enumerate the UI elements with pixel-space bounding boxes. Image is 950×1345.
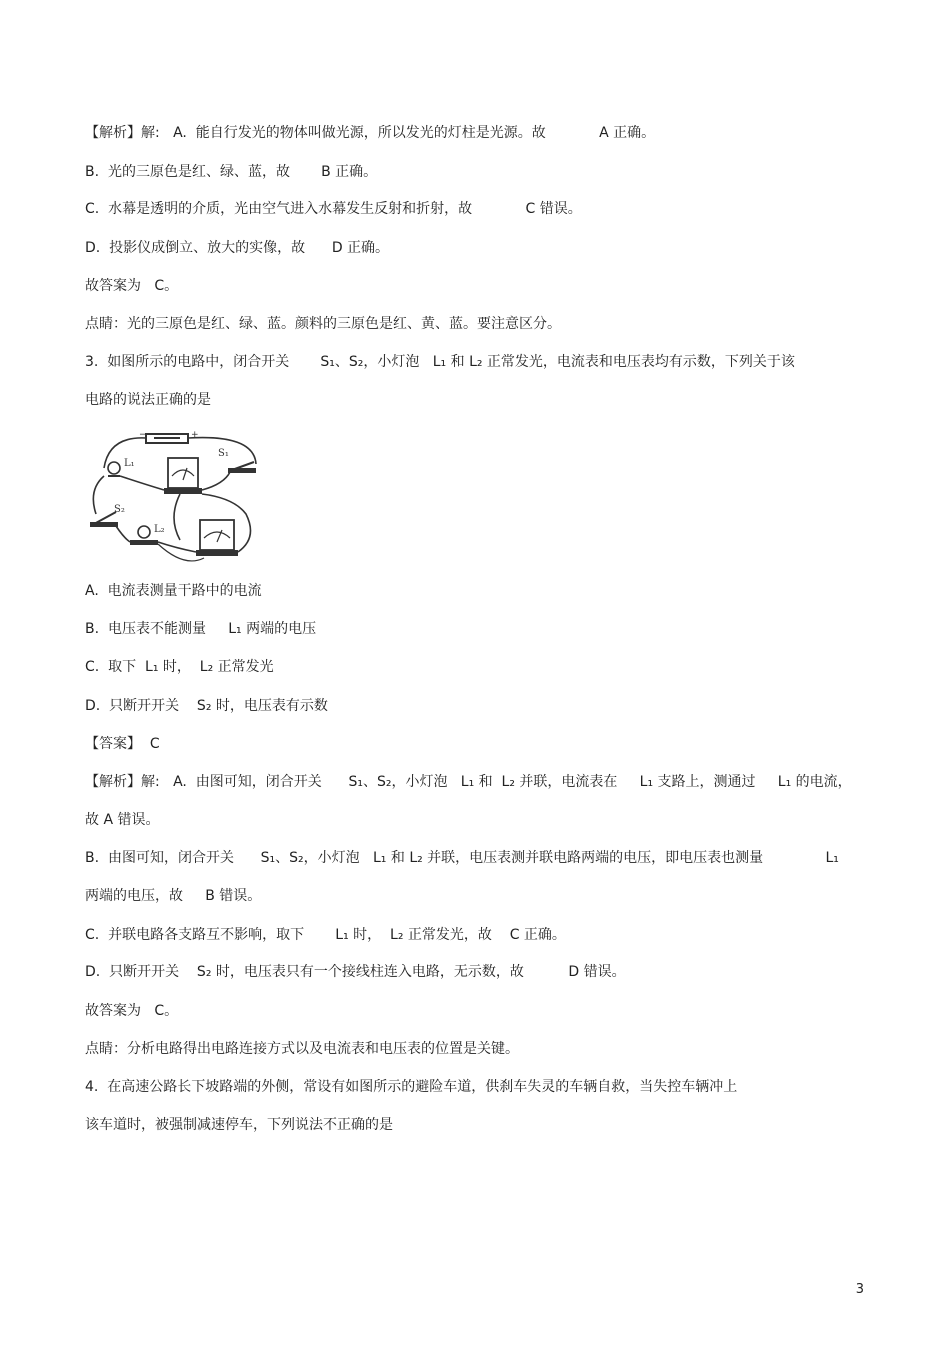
analysis-3-d: D. 只断开开关 S₂ 时，电压表只有一个接线柱连入电路，无示数，故 D 错误。 — [85, 964, 626, 980]
battery-plus-label: + — [191, 430, 199, 440]
analysis-line-a: 【解析】解: A. 能自行发光的物体叫做光源，所以发光的灯柱是光源。故 A 正确。 — [85, 125, 656, 141]
analysis-3-c: C. 并联电路各支路互不影响，取下 L₁ 时， L₂ 正常发光，故 C 正确。 — [85, 927, 566, 943]
bulb-l1 — [108, 462, 120, 474]
analysis-3-a-2: 故 A 错误。 — [85, 812, 160, 828]
option-b: B. 电压表不能测量 L₁ 两端的电压 — [85, 621, 317, 637]
tip-2: 点睛：光的三原色是红、绿、蓝。颜料的三原色是红、黄、蓝。要注意区分。 — [85, 316, 561, 332]
option-a: A. 电流表测量干路中的电流 — [85, 583, 262, 599]
question-4-stem-2: 该车道时，被强制减速停车，下列说法不正确的是 — [85, 1117, 393, 1133]
battery-minus-label: − — [139, 430, 147, 440]
question-4-stem-1: 4. 在高速公路长下坡路端的外侧，常设有如图所示的避险车道，供刹车失灵的车辆自救，当失控车辆冲上 — [85, 1079, 738, 1095]
answer-summary-2: 故答案为 C。 — [85, 278, 179, 294]
option-d: D. 只断开开关 S₂ 时，电压表有示数 — [85, 698, 328, 714]
ammeter — [168, 458, 198, 488]
switch-s1-label: S₁ — [218, 448, 229, 459]
answer-summary-3: 故答案为 C。 — [85, 1003, 179, 1019]
option-c: C. 取下 L₁ 时， L₂ 正常发光 — [85, 659, 274, 675]
analysis-line-c: C. 水幕是透明的介质，光由空气进入水幕发生反射和折射，故 C 错误。 — [85, 201, 582, 217]
voltmeter — [200, 520, 234, 550]
circuit-figure — [84, 428, 264, 570]
analysis-line-d: D. 投影仪成倒立、放大的实像，故 D 正确。 — [85, 240, 390, 256]
bulb-l2-label: L₂ — [154, 524, 165, 535]
analysis-3-b-2: 两端的电压，故 B 错误。 — [85, 888, 262, 904]
question-3-stem-2: 电路的说法正确的是 — [85, 392, 211, 408]
page-number: 3 — [855, 1282, 864, 1297]
answer-3: 【答案】 C — [85, 736, 160, 752]
question-3-stem-1: 3. 如图所示的电路中，闭合开关 S₁、S₂，小灯泡 L₁ 和 L₂ 正常发光，电流表和电压表均有示数，下列关于该 — [85, 354, 795, 370]
bulb-l2 — [138, 526, 150, 538]
analysis-3-b-1: B. 由图可知，闭合开关 S₁、S₂，小灯泡 L₁ 和 L₂ 并联，电压表测并联电路两端的电压，即电压表也测量 L₁ — [85, 850, 839, 866]
bulb-l1-label: L₁ — [124, 458, 135, 469]
analysis-line-b: B. 光的三原色是红、绿、蓝，故 B 正确。 — [85, 164, 378, 180]
switch-s2-label: S₂ — [114, 504, 125, 515]
analysis-3-a-1: 【解析】解: A. 由图可知，闭合开关 S₁、S₂，小灯泡 L₁ 和 L₂ 并联，电流表在 L₁ 支路上，测通过 L₁ 的电流， — [85, 774, 852, 790]
tip-3: 点睛：分析电路得出电路连接方式以及电流表和电压表的位置是关键。 — [85, 1041, 519, 1057]
